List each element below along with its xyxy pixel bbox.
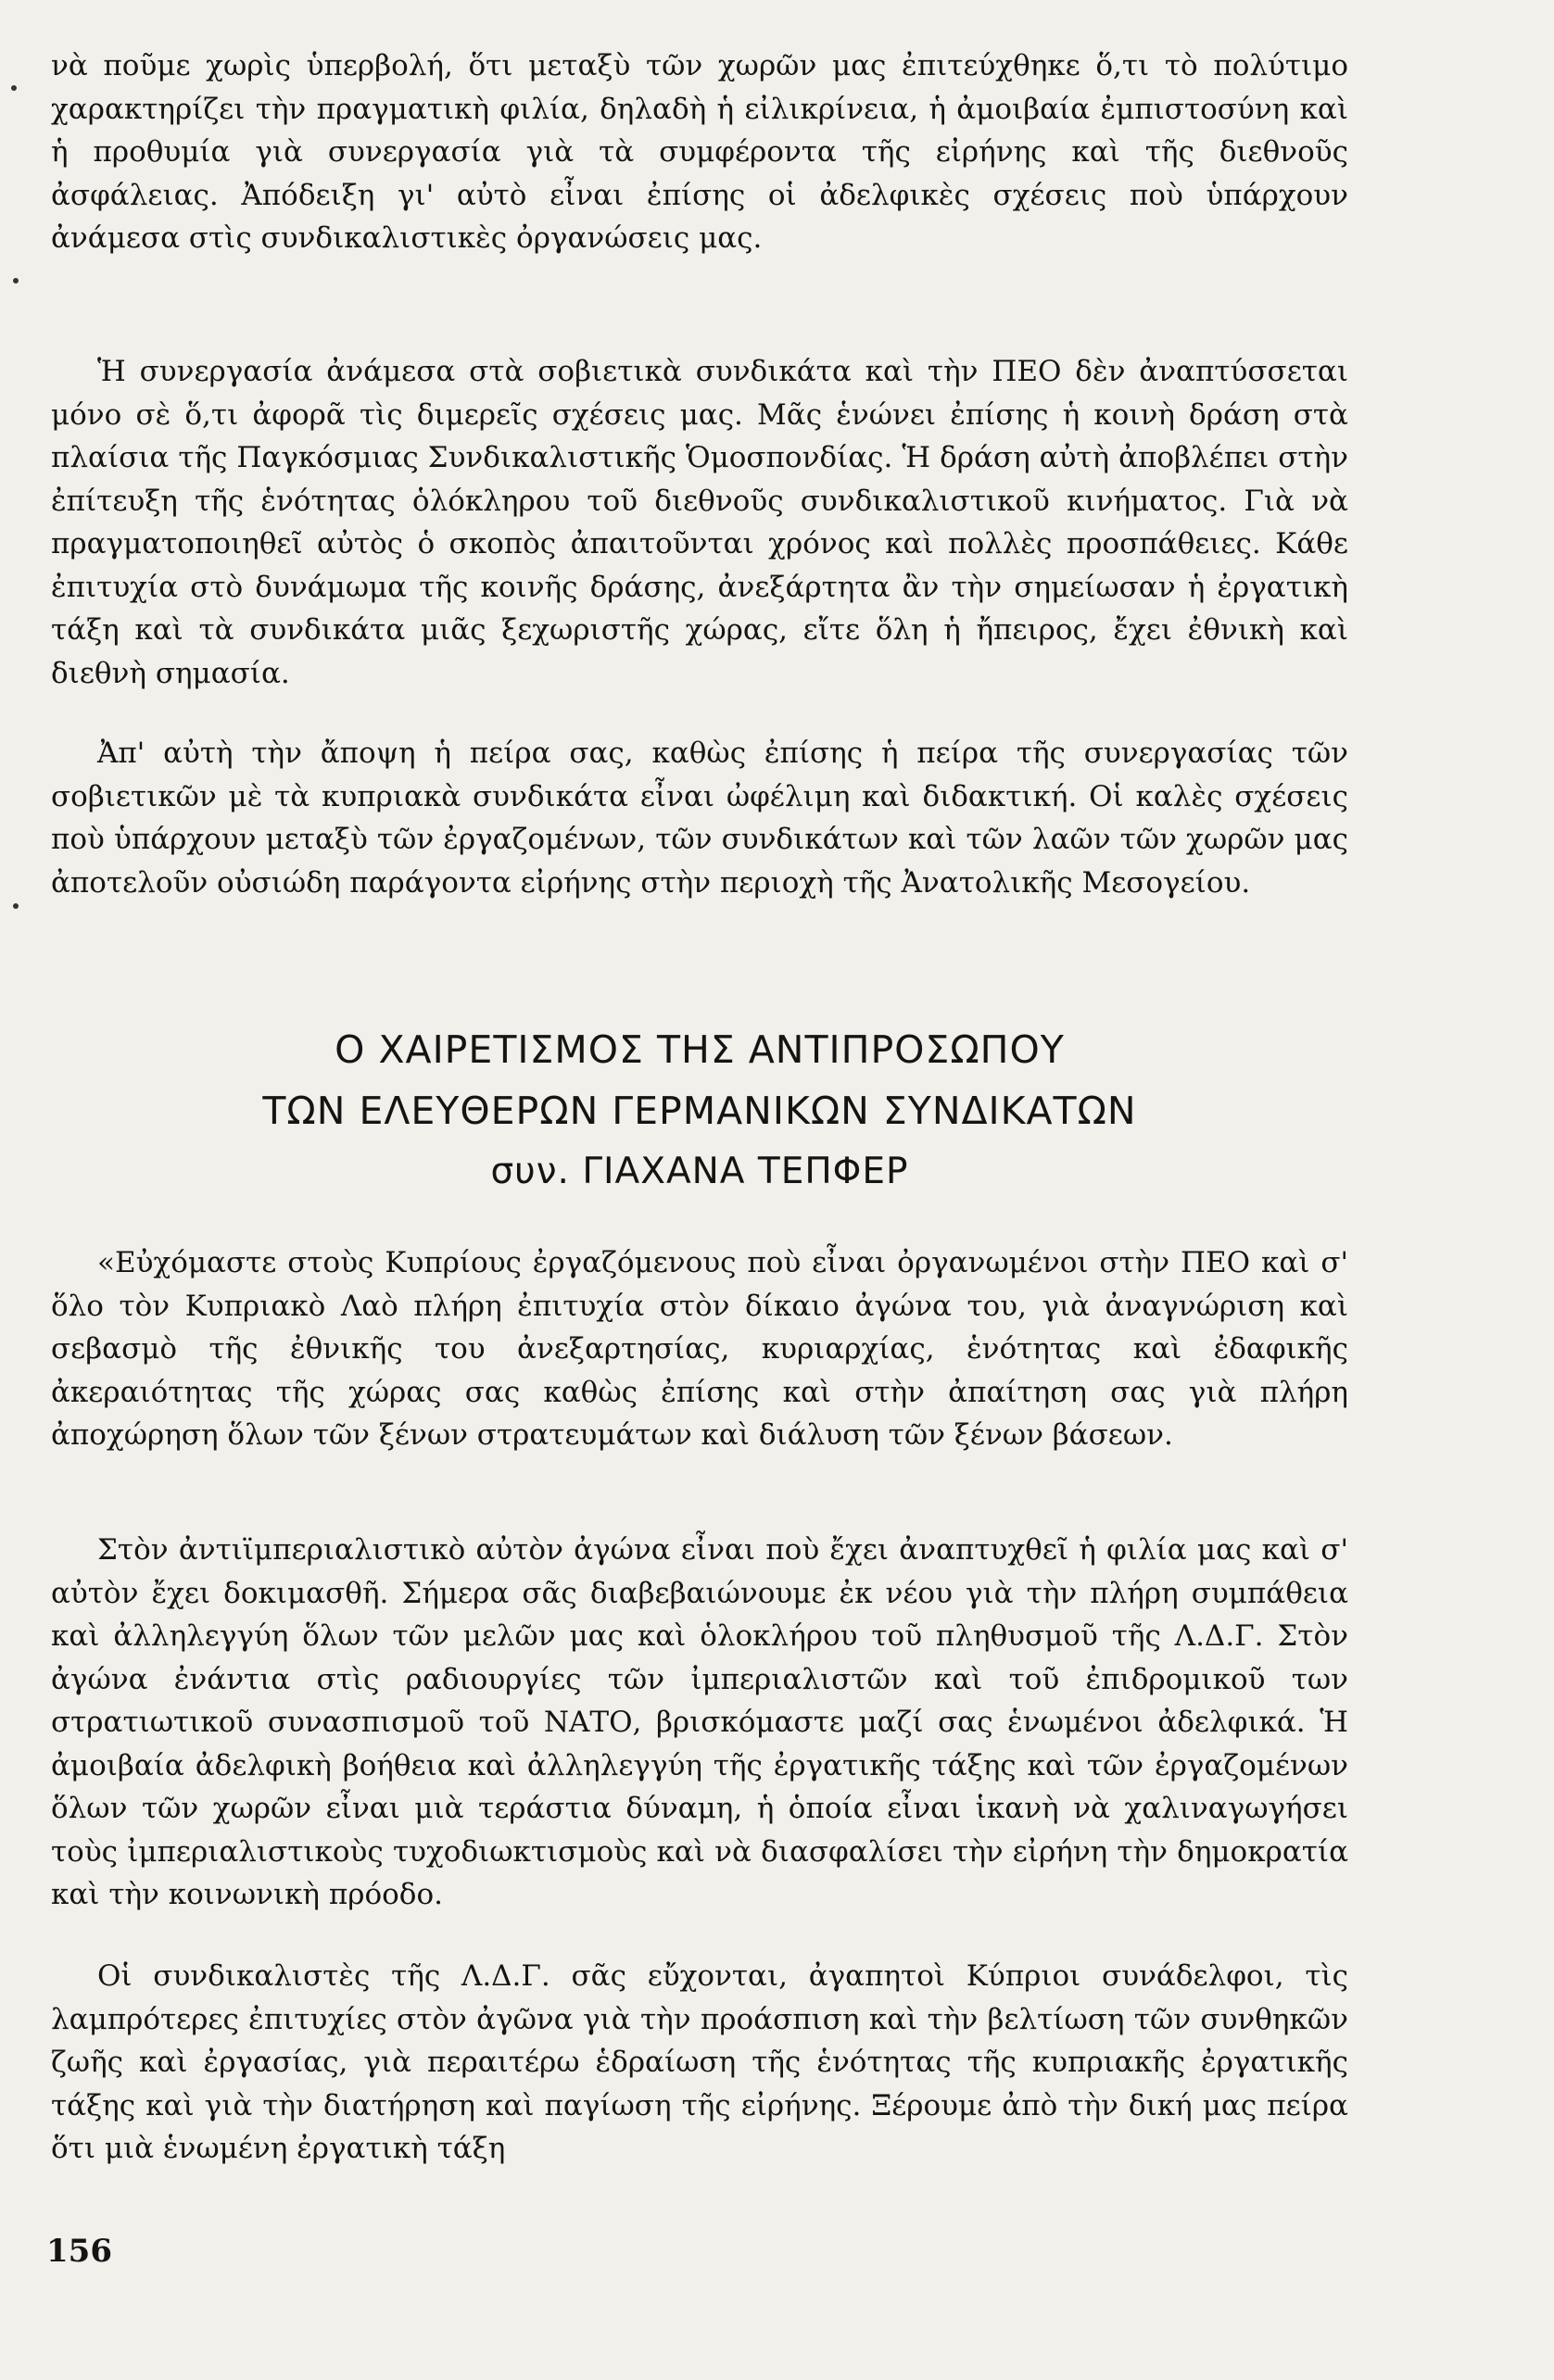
paragraph-5: Στὸν ἀντιϊμπεριαλιστικὸ αὐτὸν ἀγώνα εἶναι ποὺ ἔχει ἀναπτυχθεῖ ἡ φιλία μας καὶ σ' αὐτὸν ἔχει δοκιμασθῆ. Σήμερα σᾶς διαβεβαιώνουμε ἐκ νέου γιὰ τὴν πλήρη συμπάθεια καὶ ἀλληλεγγύη ὅλων τῶν μελῶν μας καὶ ὁλοκλήρου τοῦ πληθυσμοῦ τῆς Λ.Δ.Γ. Στὸν ἀγώνα ἐνάντια στὶς ραδιουργίες τῶν ἰμπεριαλιστῶν καὶ τοῦ ἐπιδρομικοῦ των στρατιωτικοῦ συνασπισμοῦ τοῦ ΝΑΤΟ, βρισκόμαστε μαζί σας ἑνωμένοι ἀδελφικά. Ἡ ἀμοιβαία ἀδελφικὴ βοήθεια καὶ ἀλληλεγγύη τῆς ἐργατικῆς τάξης καὶ τῶν ἐργαζομένων ὅλων τῶν χωρῶν εἶναι μιὰ τεράστια δύναμη, ἡ ὁποία εἶναι ἱκανὴ νὰ χαλιναγωγήσει τοὺς ἰμπεριαλιστικοὺς τυχοδιωκτισμοὺς καὶ νὰ διασφαλίσει τὴν εἰρήνη τὴν δημοκρατία καὶ τὴν κοινωνικὴ πρόοδο. xyxy=(51,1533,1348,1911)
paragraph-1: νὰ ποῦμε χωρὶς ὑπερβολή, ὅτι μεταξὺ τῶν χωρῶν μας ἐπιτεύχθηκε ὅ,τι τὸ πολύτιμο χαρακτηρίζει τὴν πραγματικὴ φιλία, δηλαδὴ ἡ εἰλικρίνεια, ἡ ἀμοιβαία ἐμπιστοσύνη καὶ ἡ προθυμία γιὰ συνεργασία γιὰ τὰ συμφέροντα τῆς εἰρήνης καὶ τῆς διεθνοῦς ἀσφάλειας. Ἀπόδειξη γι' αὐτὸ εἶναι ἐπίσης οἱ ἀδελφικὲς σχέσεις ποὺ ὑπάρχουν ἀνάμεσα στὶς συνδικαλιστικὲς ὀργανώσεις μας. xyxy=(51,49,1348,255)
scan-speck xyxy=(11,85,17,91)
scan-speck xyxy=(13,903,19,909)
paragraph-4: «Εὐχόμαστε στοὺς Κυπρίους ἐργαζόμενους ποὺ εἶναι ὀργανωμένοι στὴν ΠΕΟ καὶ σ' ὅλο τὸν Κυπριακὸ Λαὸ πλήρη ἐπιτυχία στὸν δίκαιο ἀγώνα του, γιὰ ἀναγνώριση καὶ σεβασμὸ τῆς ἐθνικῆς του ἀνεξαρτησίας, κυριαρχίας, ἑνότητας καὶ ἐδαφικῆς ἀκεραιότητας τῆς χώρας σας καθὼς ἐπίσης καὶ στὴν ἀπαίτηση σας γιὰ πλήρη ἀποχώρηση ὅλων τῶν ξένων στρατευμάτων καὶ διάλυση τῶν ξένων βάσεων. xyxy=(51,1246,1348,1452)
paragraph-6: Οἱ συνδικαλιστὲς τῆς Λ.Δ.Γ. σᾶς εὔχονται, ἀγαπητοὶ Κύπριοι συνάδελφοι, τὶς λαμπρότερες ἐπιτυχίες στὸν ἀγῶνα γιὰ τὴν προάσπιση καὶ τὴν βελτίωση τῶν συνθηκῶν ζωῆς καὶ ἐργασίας, γιὰ περαιτέρω ἑδραίωση τῆς ἑνότητας τῆς κυπριακῆς ἐργατικῆς τάξης καὶ γιὰ τὴν διατήρηση καὶ παγίωση τῆς εἰρήνης. Ξέρουμε ἀπὸ τὴν δική μας πείρα ὅτι μιὰ ἑνωμένη ἐργατικὴ τάξη xyxy=(51,1959,1348,2165)
heading-line-3: συν. ΓΙΑΧΑΝΑ ΤΕΠΦΕΡ xyxy=(490,1151,909,1192)
scan-speck xyxy=(13,278,19,283)
section-heading xyxy=(51,1019,1348,1203)
page-number: 156 xyxy=(46,2233,112,2270)
heading-line-1: Ο ΧΑΙΡΕΤΙΣΜΟΣ ΤΗΣ ΑΝΤΙΠΡΟΣΩΠΟΥ xyxy=(335,1027,1065,1072)
heading-line-2: ΤΩΝ ΕΛΕΥΘΕΡΩΝ ΓΕΡΜΑΝΙΚΩΝ ΣΥΝΔΙΚΑΤΩΝ xyxy=(262,1089,1137,1133)
paragraph-2: Ἡ συνεργασία ἀνάμεσα στὰ σοβιετικὰ συνδικάτα καὶ τὴν ΠΕΟ δὲν ἀναπτύσσεται μόνο σὲ ὅ,τι ἀφορᾶ τὶς διμερεῖς σχέσεις μας. Μᾶς ἑνώνει ἐπίσης ἡ κοινὴ δράση στὰ πλαίσια τῆς Παγκόσμιας Συνδικαλιστικῆς Ὁμοσπονδίας. Ἡ δράση αὐτὴ ἀποβλέπει στὴν ἐπίτευξη τῆς ἑνότητας ὁλόκληρου τοῦ διεθνοῦς συνδικαλιστικοῦ κινήματος. Γιὰ νὰ πραγματοποιηθεῖ αὐτὸς ὁ σκοπὸς ἀπαιτοῦνται χρόνος καὶ πολλὲς προσπάθειες. Κάθε ἐπιτυχία στὸ δυνάμωμα τῆς κοινῆς δράσης, ἀνεξάρτητα ἂν τὴν σημείωσαν ἡ ἐργατικὴ τάξη καὶ τὰ συνδικάτα μιᾶς ξεχωριστῆς χώρας, εἴτε ὅλη ἡ ἤπειρος, ἔχει ἐθνικὴ καὶ διεθνὴ σημασία. xyxy=(51,355,1348,690)
paragraph-3: Ἀπ' αὐτὴ τὴν ἄποψη ἡ πείρα σας, καθὼς ἐπίσης ἡ πείρα τῆς συνεργασίας τῶν σοβιετικῶν μὲ τὰ κυπριακὰ συνδικάτα εἶναι ὠφέλιμη καὶ διδακτική. Οἱ καλὲς σχέσεις ποὺ ὑπάρχουν μεταξὺ τῶν ἐργαζομένων, τῶν συνδικάτων καὶ τῶν λαῶν τῶν χωρῶν μας ἀποτελοῦν οὐσιώδη παράγοντα εἰρήνης στὴν περιοχὴ τῆς Ἀνατολικῆς Μεσογείου. xyxy=(51,737,1348,900)
